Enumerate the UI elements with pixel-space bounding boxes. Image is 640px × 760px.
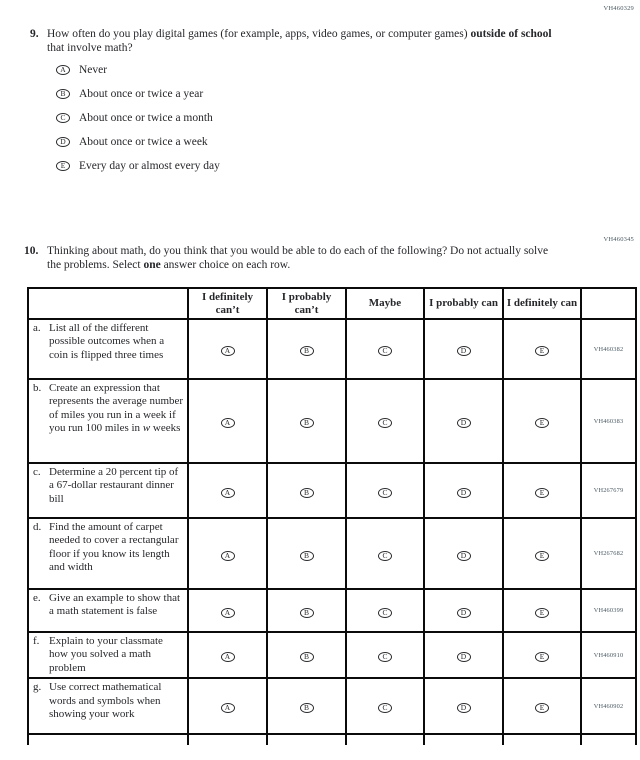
answer-bubble-a[interactable]: A (221, 703, 235, 713)
row-text: Give an example to show that a math statement is false (49, 592, 181, 618)
row-code: VH460382 (581, 319, 636, 379)
row-code: VH460910 (581, 632, 636, 678)
row-code: VH267679 (581, 463, 636, 518)
row-text: Find the amount of carpet needed to cover a rectangular floor if you know its length and width (49, 521, 179, 574)
option-label: About once or twice a month (79, 112, 213, 124)
answer-bubble-d[interactable]: D (457, 418, 471, 428)
answer-bubble-b[interactable]: B (300, 652, 314, 662)
row-text: Create an expression that represents the average number of miles you run in a week if you run 100 miles in w weeks (49, 382, 184, 435)
option-label: Every day or almost every day (79, 160, 220, 172)
row-code: VH460399 (581, 589, 636, 632)
option-label: About once or twice a year (79, 88, 204, 100)
row-code: VH460902 (581, 678, 636, 734)
answer-bubble-c[interactable]: C (378, 652, 392, 662)
answer-bubble-b[interactable]: B (300, 703, 314, 713)
question-9-accession-code: VH460329 (603, 5, 634, 12)
answer-bubble-a[interactable]: A (221, 551, 235, 561)
answer-bubble-e[interactable]: E (535, 703, 549, 713)
answer-bubble-c[interactable]: C (378, 418, 392, 428)
column-header-maybe: Maybe (346, 288, 424, 319)
option-bubble-c[interactable]: C (56, 113, 70, 123)
answer-bubble-a[interactable]: A (221, 418, 235, 428)
column-header-probably-cant: I probably can’t (267, 288, 346, 319)
option-label: About once or twice a week (79, 136, 208, 148)
answer-bubble-c[interactable]: C (378, 608, 392, 618)
row-code: VH267682 (581, 518, 636, 589)
column-header-definitely-cant: I definitely can’t (188, 288, 267, 319)
table-row-e (28, 589, 636, 632)
column-header-definitely-can: I definitely can (503, 288, 581, 319)
question-9-options (56, 63, 220, 183)
answer-bubble-d[interactable]: D (457, 652, 471, 662)
answer-bubble-b[interactable]: B (300, 551, 314, 561)
table-row-b (28, 379, 636, 463)
row-letter: b. (33, 382, 42, 394)
header-empty-cell (28, 288, 188, 319)
row-letter: e. (33, 592, 41, 604)
row-letter: f. (33, 635, 40, 647)
table-row-a (28, 319, 636, 379)
answer-bubble-a[interactable]: A (221, 652, 235, 662)
answer-bubble-c[interactable]: C (378, 703, 392, 713)
option-bubble-e[interactable]: E (56, 161, 70, 171)
answer-bubble-e[interactable]: E (535, 418, 549, 428)
option-every-day (56, 159, 220, 173)
table-row-f (28, 632, 636, 678)
question-10-bold-word: one (143, 259, 161, 271)
answer-bubble-c[interactable]: C (378, 551, 392, 561)
column-header-probably-can: I probably can (424, 288, 503, 319)
option-once-twice-year (56, 87, 220, 101)
table-row-d (28, 518, 636, 589)
row-letter: a. (33, 322, 41, 334)
answer-bubble-a[interactable]: A (221, 608, 235, 618)
answer-bubble-b[interactable]: B (300, 418, 314, 428)
answer-bubble-c[interactable]: C (378, 488, 392, 498)
header-code-cell (581, 288, 636, 319)
row-text: Determine a 20 percent tip of a 67-dollar restaurant dinner bill (49, 466, 179, 505)
question-9 (30, 27, 559, 55)
answer-bubble-a[interactable]: A (221, 488, 235, 498)
answer-bubble-d[interactable]: D (457, 551, 471, 561)
option-bubble-d[interactable]: D (56, 137, 70, 147)
answer-bubble-d[interactable]: D (457, 608, 471, 618)
answer-bubble-d[interactable]: D (457, 488, 471, 498)
table-header-row (28, 288, 636, 319)
row-letter: d. (33, 521, 42, 533)
answer-bubble-e[interactable]: E (535, 488, 549, 498)
option-label: Never (79, 64, 108, 76)
answer-bubble-e[interactable]: E (535, 652, 549, 662)
answer-bubble-d[interactable]: D (457, 346, 471, 356)
question-10-number: 10. (24, 245, 39, 257)
question-9-bold-phrase: outside of school (470, 28, 552, 40)
option-never (56, 63, 220, 77)
question-10 (24, 244, 559, 272)
italic-variable-w: w (142, 422, 151, 435)
option-bubble-a[interactable]: A (56, 65, 70, 75)
answer-bubble-a[interactable]: A (221, 346, 235, 356)
question-10-text: Thinking about math, do you think that you would be able to do each of the following? Do not actually solve the problems. Select one answer choice on each row. (47, 245, 549, 271)
table-cutoff-borders (27, 735, 637, 745)
question-9-number: 9. (30, 28, 39, 40)
answer-bubble-b[interactable]: B (300, 346, 314, 356)
answer-bubble-e[interactable]: E (535, 551, 549, 561)
row-letter: g. (33, 681, 42, 694)
row-text: Use correct mathematical words and symbols when showing your work (49, 681, 162, 721)
question-10-accession-code: VH460345 (603, 236, 634, 243)
row-text: List all of the different possible outcomes when a coin is flipped three times (49, 322, 165, 361)
answer-bubble-d[interactable]: D (457, 703, 471, 713)
option-once-twice-week (56, 135, 220, 149)
answer-bubble-e[interactable]: E (535, 346, 549, 356)
answer-bubble-b[interactable]: B (300, 608, 314, 618)
table-row-c (28, 463, 636, 518)
row-text: Explain to your classmate how you solved a math problem (49, 635, 163, 674)
option-bubble-b[interactable]: B (56, 89, 70, 99)
option-once-twice-month (56, 111, 220, 125)
question-10-answer-table (27, 287, 637, 745)
question-9-text: How often do you play digital games (for example, apps, video games, or computer games) outside of school that involve math? (47, 28, 552, 54)
answer-bubble-e[interactable]: E (535, 608, 549, 618)
table-row-g (28, 678, 636, 734)
answer-bubble-b[interactable]: B (300, 488, 314, 498)
row-code: VH460383 (581, 379, 636, 463)
row-letter: c. (33, 466, 41, 478)
answer-bubble-c[interactable]: C (378, 346, 392, 356)
